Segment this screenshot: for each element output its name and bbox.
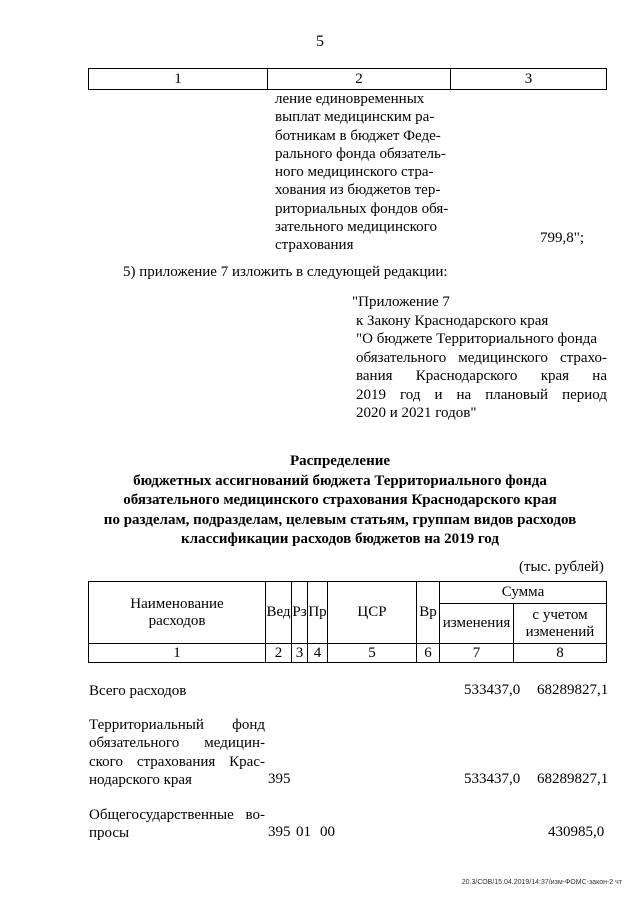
column-index: 7 — [440, 644, 514, 663]
continuation-table-header — [88, 68, 607, 90]
header-name-cell — [89, 582, 266, 644]
title-line: по разделам, подразделам, целевым статьям, группам видов расходов — [103, 511, 577, 528]
page-number: 5 — [316, 33, 324, 50]
row-name-line: Общегосударственные во- — [89, 807, 265, 823]
main-table-header — [88, 581, 607, 663]
continuation-line: ление единовременных — [275, 91, 425, 107]
row-name-line: нодарского края — [89, 772, 192, 789]
title-line: бюджетных ассигнований бюджета Территориального фонда — [133, 472, 547, 489]
continuation-value: 799,8"; — [540, 230, 585, 246]
row-name-line: обязательного медицин- — [89, 735, 265, 752]
row-general-pr: 00 — [320, 824, 335, 840]
row-name-line: Территориальный фонд — [89, 717, 265, 733]
header-vr: Вр — [417, 582, 440, 644]
row-total-sum: 68289827,1 — [537, 682, 609, 698]
title-line: классификации расходов бюджетов на 2019 год — [181, 531, 499, 547]
continuation-line: зательного медицинского — [275, 219, 437, 236]
footer-doc-id: 20.3/СОВ/15.04.2019/14:37/изм-ФОМС-закон-2 чт — [461, 879, 622, 886]
header-sum: Сумма — [440, 582, 607, 604]
column-number-2: 2 — [268, 69, 451, 90]
header-change: изменения — [440, 604, 514, 644]
row-fund-change: 533437,0 — [464, 771, 521, 787]
column-index: 2 — [266, 644, 292, 663]
row-fund-name — [89, 716, 265, 790]
column-number-1: 1 — [89, 69, 268, 90]
header-pr: Пр — [308, 582, 328, 644]
column-number-3: 3 — [451, 69, 607, 90]
row-fund-ved: 395 — [268, 771, 291, 787]
annex-heading — [352, 293, 607, 423]
item-5-text: 5) приложение 7 изложить в следующей редакции: — [123, 264, 448, 280]
header-name-line: расходов — [148, 612, 206, 629]
annex-law-line: обязательного медицинского страхо- — [356, 349, 607, 366]
column-index: 1 — [89, 644, 266, 663]
continuation-line: выплат медицинским ра- — [275, 109, 435, 126]
row-name-line: просы — [89, 825, 130, 842]
row-general-ved: 395 — [268, 824, 291, 840]
column-index: 4 — [308, 644, 328, 663]
continuation-line: хования из бюджетов тер- — [275, 182, 441, 199]
row-fund-sum: 68289827,1 — [537, 771, 609, 787]
row-name-line: ского страхования Крас- — [89, 753, 265, 770]
column-index: 6 — [417, 644, 440, 663]
annex-line-2: к Закону Краснодарского края — [356, 312, 549, 329]
annex-line-1: "Приложение 7 — [352, 294, 450, 310]
row-general-sum: 430985,0 — [548, 824, 605, 840]
annex-law-line: 2020 и 2021 годов" — [356, 405, 477, 421]
column-index: 8 — [514, 644, 607, 663]
continuation-text — [275, 90, 453, 255]
continuation-line: риториальных фондов обя- — [275, 200, 449, 217]
continuation-line: рального фонда обязатель- — [275, 145, 446, 162]
row-total-change: 533437,0 — [464, 682, 521, 698]
row-general-name — [89, 806, 265, 843]
row-total-name — [89, 682, 265, 700]
header-with-change-line: изменений — [525, 623, 595, 640]
column-index: 5 — [328, 644, 417, 663]
header-with-change — [514, 604, 607, 644]
annex-law-line: "О бюджете Территориального фонда — [356, 331, 598, 347]
header-name-line: Наименование — [130, 595, 224, 612]
header-rz: Рз — [292, 582, 308, 644]
title-line: Распределение — [289, 453, 391, 469]
continuation-line: страхования — [275, 237, 354, 254]
row-general-rz: 01 — [296, 824, 311, 840]
title-line: обязательного медицинского страхования Краснодарского края — [123, 492, 557, 508]
annex-law-line: вания Краснодарского края на — [356, 368, 607, 384]
header-csr: ЦСР — [328, 582, 417, 644]
continuation-line: ного медицинского стра- — [275, 164, 434, 181]
units-label: (тыс. рублей) — [519, 559, 604, 575]
continuation-line: ботникам в бюджет Феде- — [275, 127, 441, 144]
header-with-change-line: с учетом — [532, 606, 588, 623]
row-name-line: Всего расходов — [89, 683, 187, 699]
annex-law-line: 2019 год и на плановый период — [356, 386, 607, 403]
column-index: 3 — [292, 644, 308, 663]
document-title — [60, 452, 620, 550]
header-ved: Вед — [266, 582, 292, 644]
